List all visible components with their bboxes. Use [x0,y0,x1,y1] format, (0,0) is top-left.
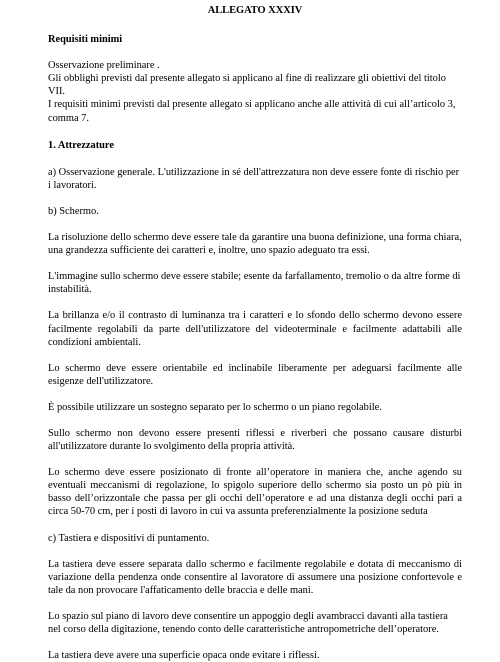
intro-line-1: Gli obblighi previsti dal presente allegato si applicano al fine di realizzare gli obiettivi del titolo VII. [48,73,446,98]
paragraph-superficie-opaca: La tastiera deve avere una superficie opaca onde evitare i riflessi. [48,650,320,662]
paragraph-immagine: L'immagine sullo schermo deve essere stabile; esente da farfallamento, tremolio o da altre forme di instabilità. [48,271,461,296]
section-heading-requisiti: Requisiti minimi [48,34,123,46]
section-heading-attrezzature: 1. Attrezzature [48,139,114,151]
paragraph-brillanza: La brillanza e/o il contrasto di luminanza tra i caratteri e lo sfondo dello schermo devono essere facilmente regolabili da parte dell'utilizzatore del videoterminale e facilmente adattabili alle condizioni ambientali. [48,310,462,348]
paragraph-spazio-piano: Lo spazio sul piano di lavoro deve consentire un appoggio degli avambracci davanti alla tastiera nel corso della digitazione, tenendo conto delle caratteristiche antropometriche dell’operatore. [48,610,448,635]
intro-block [48,59,462,124]
intro-heading-line: Osservazione preliminare . [48,60,160,72]
paragraph-posizionamento: Lo schermo deve essere posizionato di fronte all’operatore in maniera che, anche agendo su eventuali meccanismi di regolazione, lo spigolo superiore dello schermo sia posto un pò più in basso dell’orizzontale che passa per gli occhi dell’operatore e ad una distanza degli occhi pari a circa 50-70 cm, per i posti di lavoro in cui va assunta preferenzialmente la posizione seduta [48,467,462,518]
paragraph-risoluzione: La risoluzione dello schermo deve essere tale da garantire una buona definizione, una forma chiara, una grandezza sufficiente dei caratteri e, inoltre, uno spazio adeguato tra essi. [48,232,462,257]
intro-line-2: I requisiti minimi previsti dal presente allegato si applicano anche alle attività di cui all’articolo 3, comma 7. [48,99,456,124]
paragraph-tastiera: La tastiera deve essere separata dallo schermo e facilmente regolabile e dotata di meccanismo di variazione della pendenza onde consentire al lavoratore di assumere una posizione confortevole e tale da non provocare l'affaticamento delle braccia e delle mani. [48,558,462,596]
paragraph-schermo-heading: b) Schermo. [48,205,99,217]
paragraph-riflessi: Sullo schermo non devono essere presenti riflessi e riverberi che possano causare disturbi all'utilizzatore durante lo svolgimento della propria attività. [48,427,462,453]
paragraph-sostegno: È possibile utilizzare un sostegno separato per lo schermo o un piano regolabile. [48,401,382,413]
paragraph-osservazione-generale: a) Osservazione generale. L'utilizzazione in sé dell'attrezzatura non deve essere fonte di rischio per i lavoratori. [48,166,460,191]
paragraph-tastiera-heading: c) Tastiera e dispositivi di puntamento. [48,532,210,544]
document-title: ALLEGATO XXXIV [207,5,303,16]
paragraph-orientabile: Lo schermo deve essere orientabile ed inclinabile liberamente per adeguarsi facilmente alle esigenze dell'utilizzatore. [48,362,462,387]
